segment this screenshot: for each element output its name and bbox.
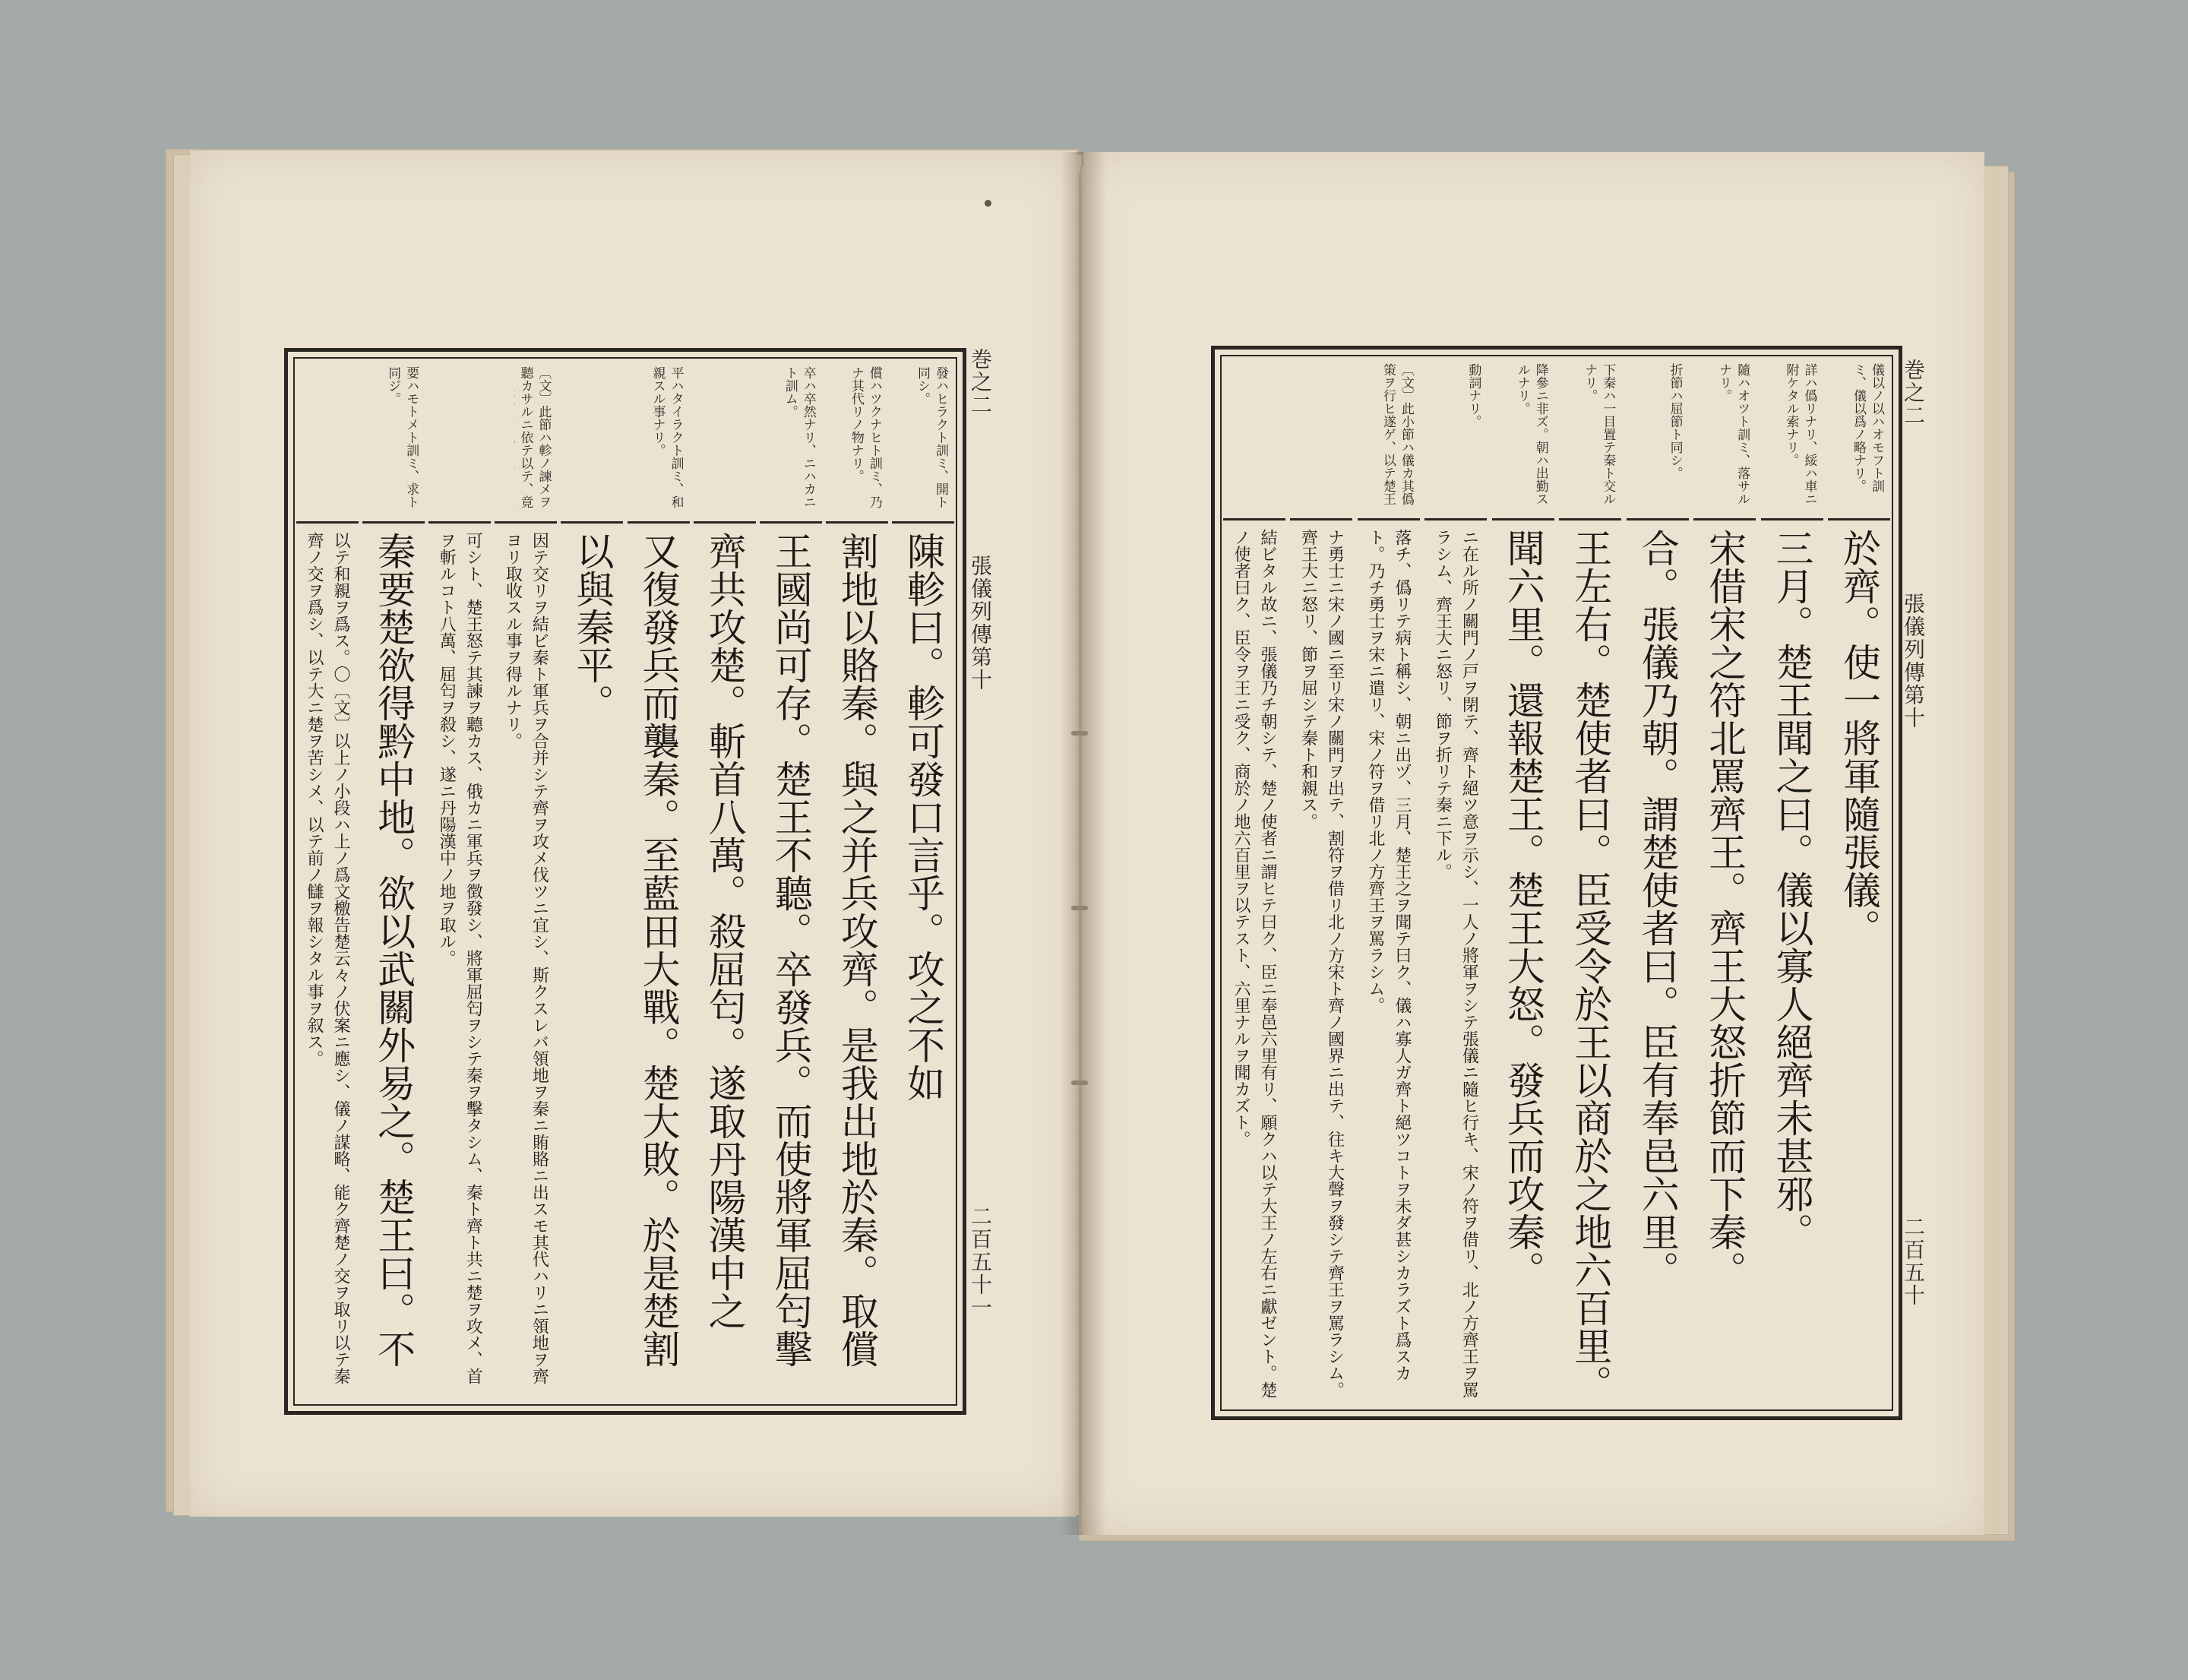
text-column: [1631, 363, 1684, 1403]
right-text-columns: [1228, 363, 1886, 1403]
commentary-text: 可シト、楚王怒テ其諫ヲ聽カス、俄カニ軍兵ヲ徴發シ、將軍屈匄ヲシテ秦ヲ擊タシム、秦ト齊ト共ニ楚ヲ攻メ、首ヲ斬ルコト八萬、屈匄ヲ殺シ、遂ニ丹陽漢中ノ地ヲ取ル。: [437, 532, 483, 1384]
text-column: [1228, 363, 1281, 1403]
text-column: [1295, 363, 1348, 1403]
header-note: 儀以ノ以ハオモフト訓ミ、儀以爲ノ略ナリ。: [1850, 363, 1884, 492]
text-column: [433, 366, 486, 1397]
main-text: 三月。楚王聞之曰。儀以寡人絕齊未甚邪。: [1769, 529, 1814, 1251]
header-rule: [1693, 518, 1756, 520]
main-text: 以與秦平。: [570, 532, 615, 722]
main-text: 宋借宋之符北罵齊王。齊王大怒折節而下秦。: [1703, 529, 1747, 1289]
book-gutter: [1061, 152, 1106, 1535]
header-note: 詳ハ僞リナリ、綏ハ車ニ附ケタル索ナリ。: [1783, 363, 1817, 505]
header-note: 平ハタイラクト訓ミ、和親スル事ナリ。: [650, 366, 684, 508]
main-text: 又復發兵而襲秦。至藍田大戰。楚大敗。於是楚割: [636, 532, 681, 1368]
header-rule: [1290, 518, 1352, 520]
header-note: 動詞ナリ。: [1466, 363, 1481, 428]
text-column: [764, 366, 817, 1397]
commentary-text: 結ビタル故ニ、張儀乃チ朝シテ、楚ノ使者ニ謂ヒテ曰ク、臣ニ奉邑六里有リ、願クハ以テ大王ノ左右ニ獻ゼント。楚ノ使者曰ク、臣令ヲ王ニ受ク、商於ノ地六百里ヲ以テスト、六里ナルヲ聞カズト。: [1232, 529, 1277, 1398]
header-note: 隨ハオツト訓ミ、落サルナリ。: [1716, 363, 1750, 505]
commentary-text: 因テ交リヲ結ビ秦ト軍兵ヲ合并シテ齊ヲ攻メ伐ツニ宜シ、斯クスレバ領地ヲ秦ニ賄賂ニ出スモ其代ハリニ領地ヲ齊ヨリ取收スル事ヲ得ルナリ。: [503, 532, 549, 1384]
text-column: [1429, 363, 1482, 1403]
header-note: 卒ハ卒然ナリ、ニハカニト訓ム。: [782, 366, 816, 508]
header-rule: [1358, 518, 1420, 520]
binding-stitch: [1071, 1080, 1088, 1085]
text-column: [301, 366, 354, 1397]
header-note: [580, 366, 618, 515]
main-text: 聞六里。還報楚王。楚王大怒。發兵而攻秦。: [1500, 529, 1545, 1289]
header-rule: [1424, 518, 1487, 520]
header-rule: [1627, 518, 1689, 520]
header-rule: [561, 521, 623, 524]
header-note: 〔文〕此小節ハ儀カ其僞策ヲ行ヒ遂ゲ、以テ楚王: [1380, 363, 1414, 505]
header-rule: [1828, 518, 1890, 520]
left-chapter-title: 張儀列傳第十: [968, 555, 993, 691]
header-note: 折節ハ屈節ト同シ。: [1667, 363, 1683, 479]
header-rule: [628, 521, 690, 524]
header-note: 下秦ハ一目置テ秦ト交ルナリ。: [1582, 363, 1616, 505]
header-rule: [760, 521, 822, 524]
text-column: [1564, 363, 1617, 1403]
header-rule: [1761, 518, 1823, 520]
header-note: 〔文〕此節ハ軫ノ諫メヲ聽カサルニ依テ以テ、竟: [517, 366, 552, 508]
header-rule: [428, 521, 491, 524]
text-column: [830, 366, 884, 1397]
header-note: 償ハツクナヒト訓ミ、乃ナ其代リノ物ナリ。: [848, 366, 882, 508]
paper-speck: [985, 200, 991, 207]
text-column: [1362, 363, 1415, 1403]
left-page-number: 二百五十一: [968, 1205, 993, 1319]
text-column: [1832, 363, 1886, 1403]
text-column: [1766, 363, 1819, 1403]
header-rule: [694, 521, 756, 524]
header-rule: [495, 521, 557, 524]
main-text: 王左右。楚使者曰。臣受令於王以商於之地六百里。: [1568, 529, 1613, 1403]
header-rule: [362, 521, 425, 524]
right-volume-label: 巻之二: [1901, 359, 1926, 427]
header-rule: [826, 521, 888, 524]
main-text: 合。張儀乃朝。謂楚使者曰。臣有奉邑六里。: [1635, 529, 1680, 1289]
header-rule: [1559, 518, 1621, 520]
commentary-text: ニ在ル所ノ關門ノ戸ヲ閉テ、齊ト絕ツ意ヲ示シ、一人ノ將軍ヲシテ張儀ニ隨ヒ行キ、宋ノ符ヲ借リ、北ノ方齊王ヲ罵ラシム、齊王大ニ怒リ、節ヲ折リテ秦ニ下ル。: [1433, 529, 1479, 1398]
header-note: [316, 366, 354, 515]
header-note: [713, 366, 751, 515]
text-column: [367, 366, 420, 1397]
right-page-number: 二百五十: [1901, 1216, 1926, 1307]
binding-stitch: [1071, 906, 1088, 910]
header-note: 發ハヒラクト訓ミ、開ト同シ。: [914, 366, 948, 508]
commentary-text: 以テ和親ヲ爲ス。〇〔文〕以上ノ小段ハ上ノ爲文檄告楚云々ノ伏案ニ應シ、儀ノ謀略、能ク齊楚ノ交ヲ取リ以テ秦齊ノ交ヲ爲シ、以テ大ニ楚ヲ苦シメ、以テ前ノ讎ヲ報シタル事ヲ叙ス。: [305, 532, 350, 1384]
right-chapter-title: 張儀列傳第十: [1901, 593, 1926, 729]
left-volume-label: 巻之二: [968, 348, 993, 416]
main-text: 割地以賂秦。與之并兵攻齊。是我出地於秦。取償: [834, 532, 879, 1368]
text-column: [499, 366, 552, 1397]
header-note: [448, 366, 486, 515]
left-text-columns: [301, 366, 950, 1397]
binding-stitch: [1071, 731, 1088, 736]
main-text: 於齊。使一將軍隨張儀。: [1836, 529, 1881, 947]
text-column: [1698, 363, 1751, 1403]
main-text: 陳軫曰。軫可發口言乎。攻之不如: [900, 532, 945, 1102]
header-rule: [1223, 518, 1285, 520]
header-note: 降參ニ非ズ。朝ハ出勤スルナリ。: [1514, 363, 1548, 505]
text-column: [1497, 363, 1550, 1403]
header-note: [1310, 363, 1348, 512]
header-note: 要ハモトメト訓ミ、求ト同ジ。: [385, 366, 419, 508]
header-rule: [296, 521, 359, 524]
commentary-text: ナ勇士ニ宋ノ國ニ至リ宋ノ關門ヲ出テ、割符ヲ借リ北ノ方宋ト齊ノ國界ニ出テ、往キ大聲ヲ發シテ齊王ヲ罵ラシム。齊王大ニ怒リ、節ヲ屈シテ秦ト和親ス。: [1298, 529, 1345, 1398]
header-rule: [892, 521, 954, 524]
text-column: [565, 366, 618, 1397]
main-text: 齊共攻楚。斬首八萬。殺屈匄。遂取丹陽漢中之: [702, 532, 747, 1330]
text-column: [632, 366, 685, 1397]
main-text: 秦要楚欲得黔中地。欲以武關外易之。楚王曰。不: [372, 532, 416, 1368]
text-column: [698, 366, 751, 1397]
main-text: 王國尚可存。楚王不聽。卒發兵。而使將軍屈匄擊: [768, 532, 813, 1368]
header-note: [1243, 363, 1281, 512]
commentary-text: 落チ、僞リテ病ト稱シ、朝ニ出ヅ、三月、楚王之ヲ聞テ曰ク、儀ハ寡人ガ齊ト絕ツコトヲ未ダ甚シカラズト爲スカト。乃チ勇士ヲ宋ニ遣リ、宋ノ符ヲ借リ北ノ方齊王ヲ罵ラシム。: [1365, 529, 1412, 1381]
text-column: [896, 366, 950, 1397]
header-rule: [1492, 518, 1554, 520]
